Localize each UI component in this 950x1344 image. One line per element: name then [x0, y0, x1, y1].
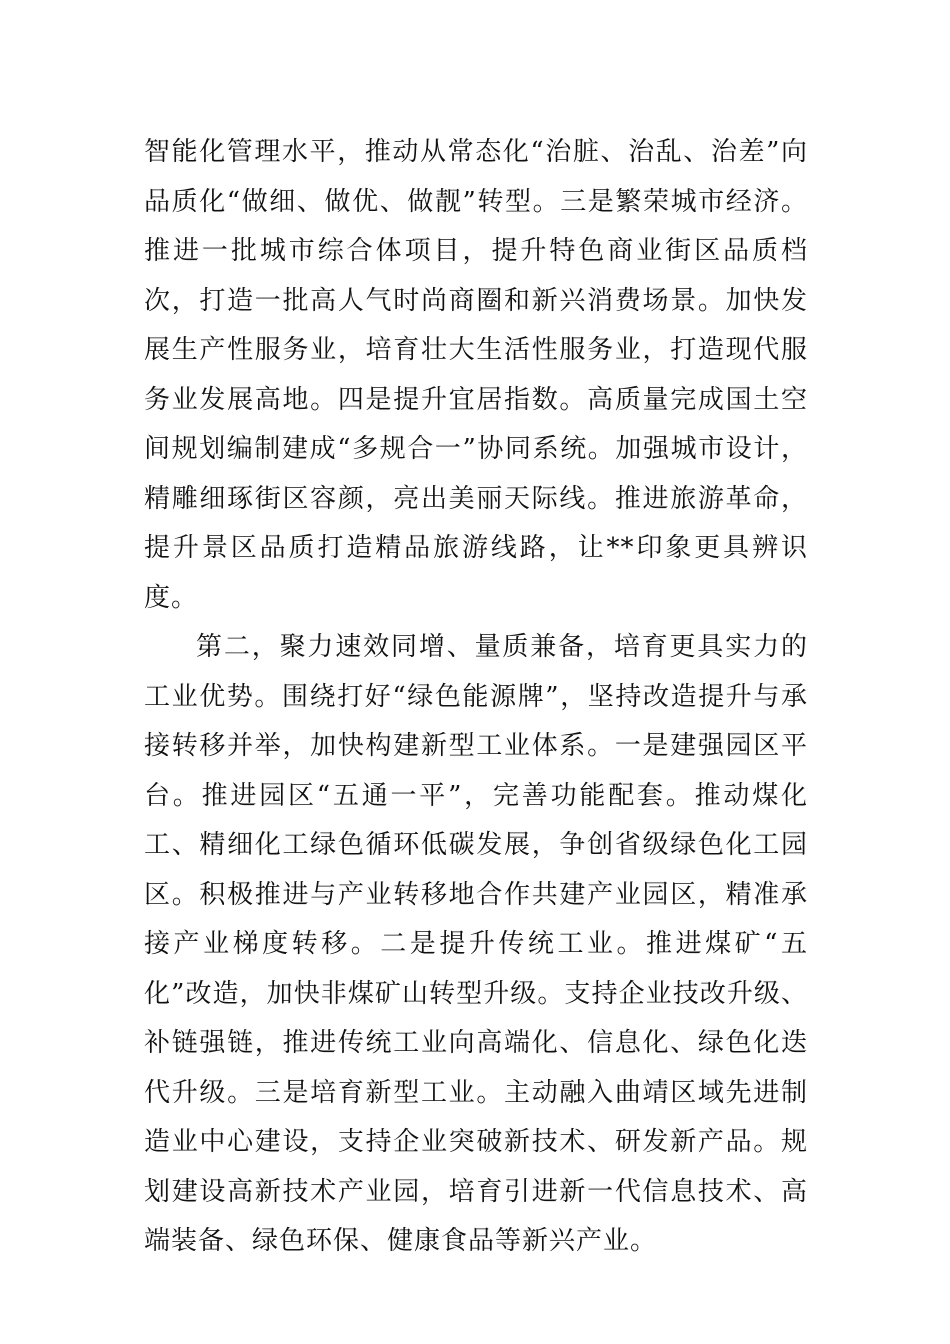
- document-page: [144, 128, 808, 1267]
- paragraph-city-development: 智能化管理水平，推动从常态化“治脏、治乱、治差”向品质化“做细、做优、做靓”转型。三是繁荣城市经济。推进一批城市综合体项目，提升特色商业街区品质档次，打造一批高人气时尚商圈和新兴消费场景。加快发展生产性服务业，培育壮大生活性服务业，打造现代服务业发展高地。四是提升宜居指数。高质量完成国土空间规划编制建成“多规合一”协同系统。加强城市设计，精雕细琢街区容颜，亮出美丽天际线。推进旅游革命，提升景区品质打造精品旅游线路，让**印象更具辨识度。: [144, 137, 808, 613]
- paragraph-industrial-advantage: 第二，聚力速效同增、量质兼备，培育更具实力的工业优势。围绕打好“绿色能源牌”，坚持改造提升与承接转移并举，加快构建新型工业体系。一是建强园区平台。推进园区“五通一平”，完善功能配套。推动煤化工、精细化工绿色循环低碳发展，争创省级绿色化工园区。积极推进与产业转移地合作共建产业园区，精准承接产业梯度转移。二是提升传统工业。推进煤矿“五化”改造，加快非煤矿山转型升级。支持企业技改升级、补链强链，推进传统工业向高端化、信息化、绿色化迭代升级。三是培育新型工业。主动融入曲靖区域先进制造业中心建设，支持企业突破新技术、研发新产品。规划建设高新技术产业园，培育引进新一代信息技术、高端装备、绿色环保、健康食品等新兴产业。: [144, 632, 808, 1256]
